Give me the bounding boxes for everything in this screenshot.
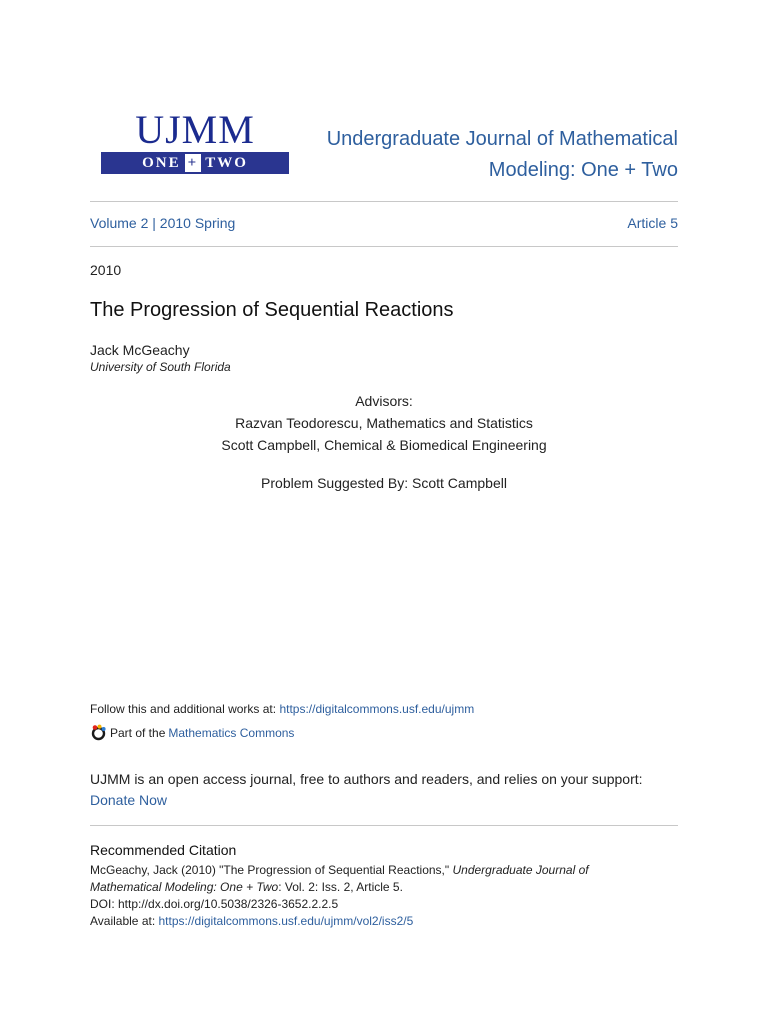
problem-suggested-by: Problem Suggested By: Scott Campbell bbox=[261, 475, 507, 491]
citation-journal-part2: Mathematical Modeling: One + Two bbox=[90, 880, 279, 894]
logo-two-text: TWO bbox=[205, 155, 248, 171]
paper-title: The Progression of Sequential Reactions bbox=[90, 299, 454, 321]
ujmm-logo[interactable] bbox=[90, 108, 300, 180]
part-of-line bbox=[90, 724, 294, 741]
logo-plus-text: + bbox=[185, 154, 202, 172]
journal-title-line1[interactable]: Undergraduate Journal of Mathematical bbox=[326, 128, 678, 150]
partof-prefix: Part of the bbox=[110, 725, 166, 740]
advisors-block bbox=[90, 390, 678, 456]
author-affiliation: University of South Florida bbox=[90, 360, 231, 374]
volume-link[interactable]: Volume 2 | 2010 Spring bbox=[90, 215, 236, 231]
advisor-2: Scott Campbell, Chemical & Biomedical Engineering bbox=[221, 437, 547, 453]
citation-volume-info: : Vol. 2: Iss. 2, Article 5. bbox=[278, 880, 403, 894]
follow-prefix: Follow this and additional works at: bbox=[90, 702, 280, 716]
citation-block bbox=[90, 862, 650, 930]
citation-doi: DOI: http://dx.doi.org/10.5038/2326-3652.2.2.5 bbox=[90, 897, 339, 911]
logo-bar bbox=[101, 152, 289, 174]
logo-one-text: ONE bbox=[142, 155, 181, 171]
citation-authors-title: McGeachy, Jack (2010) "The Progression of Sequential Reactions," bbox=[90, 863, 453, 877]
donate-link[interactable]: Donate Now bbox=[90, 792, 168, 808]
header-divider bbox=[90, 201, 678, 202]
citation-line-2 bbox=[90, 879, 650, 896]
advisor-1: Razvan Teodorescu, Mathematics and Statistics bbox=[235, 415, 533, 431]
logo-top-text: UJMM bbox=[135, 107, 255, 152]
journal-title[interactable] bbox=[298, 124, 678, 186]
recommended-citation-heading: Recommended Citation bbox=[90, 842, 237, 858]
publication-year: 2010 bbox=[90, 262, 122, 278]
issue-divider bbox=[90, 246, 678, 247]
open-access-text: UJMM is an open access journal, free to authors and readers, and relies on your support: bbox=[90, 771, 643, 787]
available-prefix: Available at: bbox=[90, 914, 159, 928]
citation-line-4 bbox=[90, 913, 650, 930]
citation-divider bbox=[90, 825, 678, 826]
mathematics-commons-link[interactable]: Mathematics Commons bbox=[168, 725, 295, 740]
article-link[interactable]: Article 5 bbox=[627, 215, 678, 231]
available-at-link[interactable]: https://digitalcommons.usf.edu/ujmm/vol2/iss2/5 bbox=[158, 914, 414, 928]
follow-link[interactable]: https://digitalcommons.usf.edu/ujmm bbox=[279, 702, 475, 716]
advisors-heading: Advisors: bbox=[355, 393, 413, 409]
citation-journal-part1: Undergraduate Journal of bbox=[452, 863, 589, 877]
commons-network-icon bbox=[90, 724, 107, 741]
journal-title-line2[interactable]: Modeling: One + Two bbox=[488, 159, 678, 181]
follow-line bbox=[90, 702, 474, 716]
citation-line-1 bbox=[90, 862, 650, 879]
author-name: Jack McGeachy bbox=[90, 342, 190, 358]
